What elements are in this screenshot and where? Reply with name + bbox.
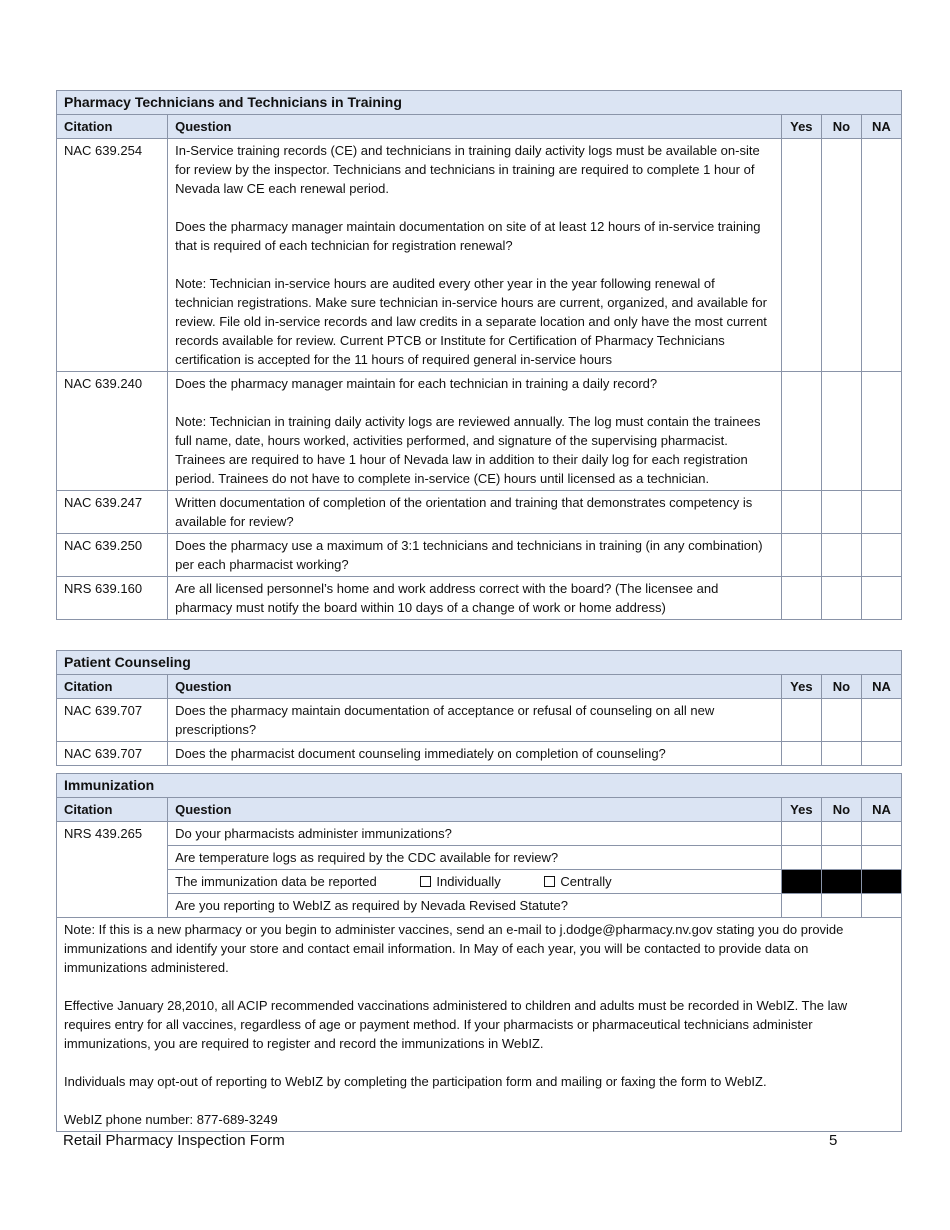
yes-cell[interactable] — [781, 894, 821, 918]
yes-cell[interactable] — [781, 822, 821, 846]
question-cell: Are temperature logs as required by the CDC available for review? — [168, 846, 782, 870]
no-cell[interactable] — [821, 491, 861, 534]
citation-cell: NRS 639.160 — [57, 577, 168, 620]
header-no: No — [821, 115, 861, 139]
no-cell[interactable] — [821, 699, 861, 742]
header-na: NA — [861, 115, 901, 139]
header-yes: Yes — [781, 115, 821, 139]
table-row — [57, 139, 902, 372]
option-individually[interactable] — [420, 874, 500, 889]
question-cell: Does the pharmacy maintain documentation of acceptance or refusal of counseling on all new prescriptions? — [168, 699, 782, 742]
header-question: Question — [168, 115, 782, 139]
option-label: Individually — [436, 874, 501, 889]
blocked-cell — [821, 870, 861, 894]
header-no: No — [821, 798, 861, 822]
footer-title: Retail Pharmacy Inspection Form — [63, 1132, 285, 1149]
question-text: In-Service training records (CE) and technicians in training daily activity logs must be available on-site for review by the inspector. Technicians and technicians in training are required to complete 1 hour of Nevada law CE each renewal period. — [175, 143, 760, 196]
na-cell[interactable] — [861, 534, 901, 577]
header-yes: Yes — [781, 675, 821, 699]
checkbox-icon[interactable] — [544, 876, 555, 887]
note-text: Individuals may opt-out of reporting to WebIZ by completing the participation form and mailing or faxing the form to WebIZ. — [64, 1074, 767, 1089]
no-cell[interactable] — [821, 822, 861, 846]
technicians-table — [56, 90, 902, 620]
question-cell: Does the pharmacist document counseling immediately on completion of counseling? — [168, 742, 782, 766]
phone-text: WebIZ phone number: 877-689-3249 — [64, 1112, 278, 1127]
blocked-cell — [781, 870, 821, 894]
question-cell: Are all licensed personnel’s home and work address correct with the board? (The licensee and pharmacy must notify the board within 10 days of a change of work or home address) — [168, 577, 782, 620]
question-cell — [168, 870, 782, 894]
header-no: No — [821, 675, 861, 699]
table-row — [57, 894, 902, 918]
yes-cell[interactable] — [781, 139, 821, 372]
table-row — [57, 822, 902, 846]
na-cell[interactable] — [861, 822, 901, 846]
na-cell[interactable] — [861, 742, 901, 766]
yes-cell[interactable] — [781, 699, 821, 742]
note-row — [57, 918, 902, 1132]
table-row — [57, 870, 902, 894]
note-text: Note: Technician in training daily activity logs are reviewed annually. The log must contain the trainees full name, date, hours worked, activities performed, and signature of the supervising pharmacist. Trainees are required to have 1 hour of Nevada law in addition to their daily log for each registration period. Trainees do not have to complete in-service (CE) hours until licensed as a technician. — [175, 414, 761, 486]
question-cell: Are you reporting to WebIZ as required by Nevada Revised Statute? — [168, 894, 782, 918]
header-yes: Yes — [781, 798, 821, 822]
header-citation: Citation — [57, 115, 168, 139]
question-cell — [168, 139, 782, 372]
table-row — [57, 491, 902, 534]
table-row — [57, 577, 902, 620]
no-cell[interactable] — [821, 846, 861, 870]
question-text: Does the pharmacy manager maintain documentation on site of at least 12 hours of in-service training that is required of each technician for registration renewal? — [175, 219, 761, 253]
note-cell — [57, 918, 902, 1132]
table-row — [57, 372, 902, 491]
yes-cell[interactable] — [781, 491, 821, 534]
yes-cell[interactable] — [781, 577, 821, 620]
header-na: NA — [861, 675, 901, 699]
table-row — [57, 699, 902, 742]
note-text: Note: Technician in-service hours are audited every other year in the year following renewal of technician registrations. Make sure technician in-service hours are current, organized, and available for review. File old in-service records and law credits in a separate location and only have the most current records available for review. Current PTCB or Institute for Certification of Pharmacy Technicians certification is accepted for the 11 hours of required general in-service hours — [175, 276, 767, 367]
option-label: Centrally — [560, 874, 612, 889]
na-cell[interactable] — [861, 372, 901, 491]
na-cell[interactable] — [861, 846, 901, 870]
yes-cell[interactable] — [781, 534, 821, 577]
na-cell[interactable] — [861, 577, 901, 620]
yes-cell[interactable] — [781, 846, 821, 870]
header-citation: Citation — [57, 798, 168, 822]
header-question: Question — [168, 798, 782, 822]
na-cell[interactable] — [861, 699, 901, 742]
section-title: Immunization — [57, 774, 902, 798]
question-cell: Do your pharmacists administer immunizations? — [168, 822, 782, 846]
yes-cell[interactable] — [781, 372, 821, 491]
section-title: Pharmacy Technicians and Technicians in Training — [57, 91, 902, 115]
citation-cell: NAC 639.707 — [57, 699, 168, 742]
table-row — [57, 534, 902, 577]
no-cell[interactable] — [821, 139, 861, 372]
na-cell[interactable] — [861, 491, 901, 534]
table-row — [57, 742, 902, 766]
note-text: Effective January 28,2010, all ACIP recommended vaccinations administered to children and adults must be recorded in WebIZ. The law requires entry for all vaccines, regardless of age or payment method. If your pharmacists or pharmaceutical technicians administer immunizations, you are required to register and record the immunizations in WebIZ. — [64, 998, 848, 1051]
section-title: Patient Counseling — [57, 651, 902, 675]
header-citation: Citation — [57, 675, 168, 699]
citation-cell: NAC 639.247 — [57, 491, 168, 534]
citation-cell: NRS 439.265 — [57, 822, 168, 918]
question-text: Does the pharmacy manager maintain for each technician in training a daily record? — [175, 376, 658, 391]
blocked-cell — [861, 870, 901, 894]
checkbox-icon[interactable] — [420, 876, 431, 887]
no-cell[interactable] — [821, 577, 861, 620]
no-cell[interactable] — [821, 534, 861, 577]
question-cell: Does the pharmacy use a maximum of 3:1 technicians and technicians in training (in any combination) per each pharmacist working? — [168, 534, 782, 577]
page-number: 5 — [829, 1132, 838, 1149]
yes-cell[interactable] — [781, 742, 821, 766]
no-cell[interactable] — [821, 742, 861, 766]
question-cell — [168, 372, 782, 491]
table-row — [57, 846, 902, 870]
citation-cell: NAC 639.707 — [57, 742, 168, 766]
citation-cell: NAC 639.254 — [57, 139, 168, 372]
header-question: Question — [168, 675, 782, 699]
no-cell[interactable] — [821, 372, 861, 491]
question-text: The immunization data be reported — [175, 874, 377, 889]
no-cell[interactable] — [821, 894, 861, 918]
na-cell[interactable] — [861, 894, 901, 918]
counseling-table — [56, 650, 902, 766]
na-cell[interactable] — [861, 139, 901, 372]
citation-cell: NAC 639.250 — [57, 534, 168, 577]
citation-cell: NAC 639.240 — [57, 372, 168, 491]
option-centrally[interactable] — [544, 874, 611, 889]
note-text: Note: If this is a new pharmacy or you begin to administer vaccines, send an e-mail to j.dodge@pharmacy.nv.gov stating you do provide immunizations and identify your store and contact email information. In May of each year, you will be contacted to provide data on immunizations administered. — [64, 922, 844, 975]
immunization-table — [56, 773, 902, 1132]
header-na: NA — [861, 798, 901, 822]
question-cell: Written documentation of completion of the orientation and training that demonstrates competency is available for review? — [168, 491, 782, 534]
